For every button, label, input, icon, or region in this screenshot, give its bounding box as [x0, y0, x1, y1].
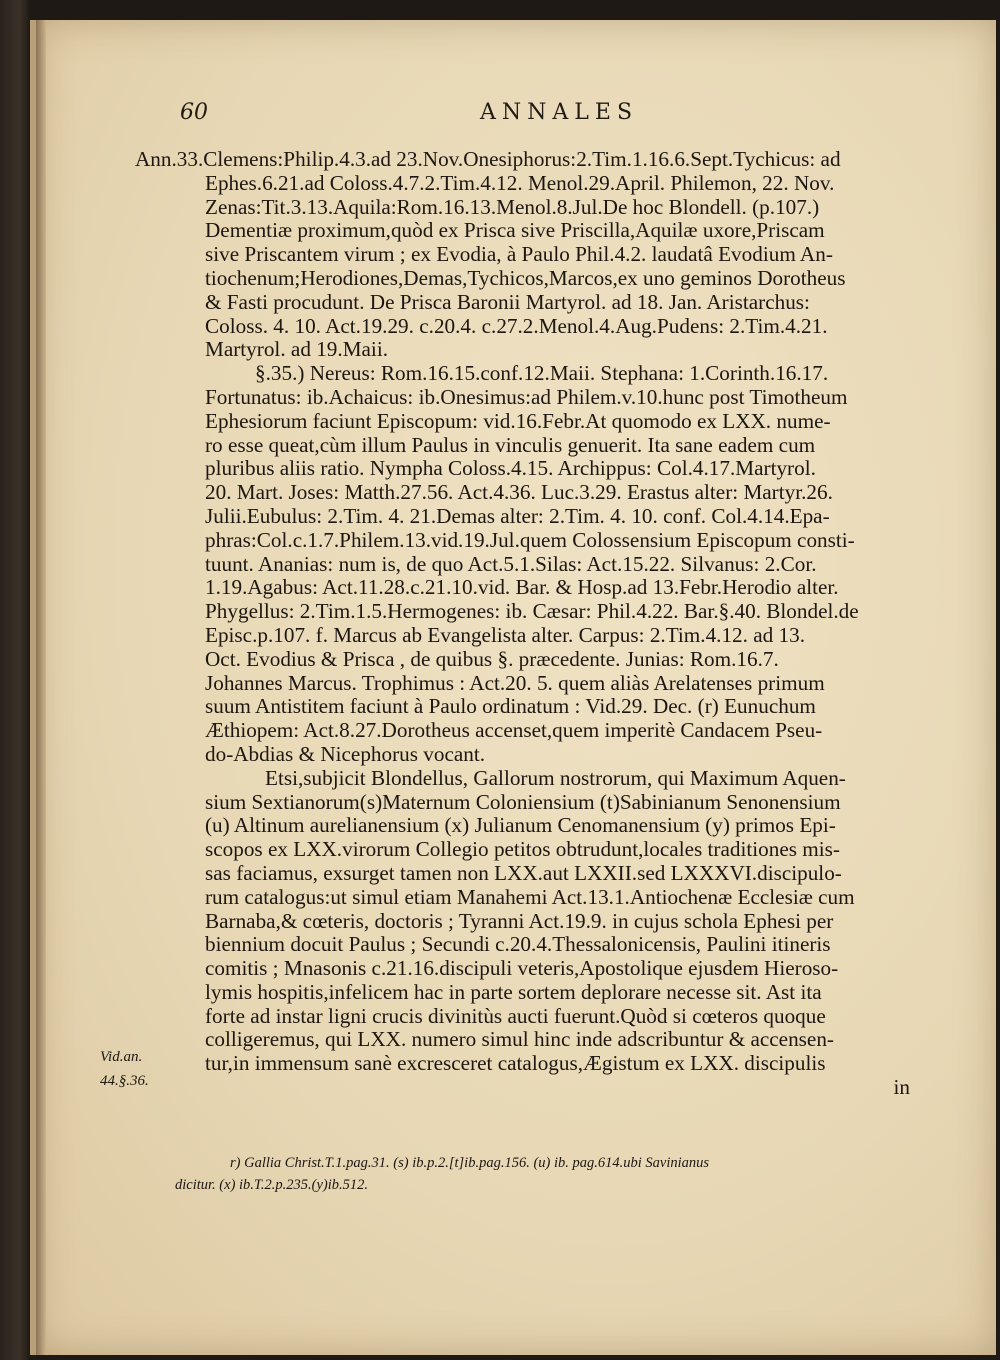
text-line: Zenas:Tit.3.13.Aquila:Rom.16.13.Menol.8.Jul.De hoc Blondell. (p.107.): [205, 194, 820, 219]
text-line: Dementiæ proximum,quòd ex Prisca sive Priscilla,Aquilæ uxore,Priscam: [205, 218, 825, 243]
text-line: Ephes.6.21.ad Coloss.4.7.2.Tim.4.12. Menol.29.April. Philemon, 22. Nov.: [205, 170, 835, 195]
text-line: Martyrol. ad 19.Maii.: [205, 337, 389, 362]
marginal-note: [100, 1045, 180, 1093]
text-line: sive Priscantem virum ; ex Evodia, à Paulo Phil.4.2. laudatâ Evodium An-: [205, 242, 833, 267]
text-line: comitis ; Mnasonis c.21.16.discipuli veteris,Apostolique ejusdem Hieroso-: [205, 956, 839, 981]
text-line: Johannes Marcus. Trophimus : Act.20. 5. quem aliàs Arelatenses primum: [205, 670, 825, 695]
text-line: Æthiopem: Act.8.27.Dorotheus accenset,quem imperitè Candacem Pseu-: [205, 718, 823, 743]
footnotes: [175, 1152, 935, 1196]
text-line: Ann.33.Clemens:Philip.4.3.ad 23.Nov.Onesiphorus:2.Tim.1.16.6.Sept.Tychicus: ad: [135, 147, 841, 171]
marginal-note-line: 44.§.36.: [100, 1073, 149, 1089]
text-line: tuunt. Ananias: num is, de quo Act.5.1.Silas: Act.15.22. Silvanus: 2.Cor.: [205, 551, 817, 576]
text-line: §.35.) Nereus: Rom.16.15.conf.12.Maii. Stephana: 1.Corinth.16.17.: [255, 361, 829, 386]
text-line: biennium docuit Paulus ; Secundi c.20.4.Thessalonicensis, Paulini itineris: [205, 932, 831, 957]
text-line: phras:Col.c.1.7.Philem.13.vid.19.Jul.quem Colossensium Episcopum consti-: [205, 527, 855, 552]
text-line: lymis hospitis,infelicem hac in parte sortem deplorare necesse sit. Ast ita: [205, 979, 822, 1004]
footnote-line: r) Gallia Christ.T.1.pag.31. (s) ib.p.2.[t]ib.pag.156. (u) ib. pag.614.ubi Savinianus: [230, 1155, 710, 1171]
catchword: in: [893, 1075, 910, 1100]
body-text: [135, 147, 935, 1100]
running-title: ANNALES: [480, 100, 639, 125]
text-line: Ephesiorum faciunt Episcopum: vid.16.Febr.At quomodo ex LXX. nume-: [205, 408, 831, 433]
text-line: Phygellus: 2.Tim.1.5.Hermogenes: ib. Cæsar: Phil.4.22. Bar.§.40. Blondel.de: [205, 599, 859, 624]
marginal-note-line: Vid.an.: [100, 1049, 143, 1065]
text-line: Barnaba,& cœteris, doctoris ; Tyranni Act.19.9. in cujus schola Ephesi per: [205, 908, 834, 933]
text-line: pluribus aliis ratio. Nympha Coloss.4.15. Archippus: Col.4.17.Martyrol.: [205, 456, 816, 481]
text-line: forte ad instar ligni crucis divinitùs aucti fuerunt.Quòd si cœteros quoque: [205, 1003, 826, 1028]
text-line: tiochenum;Herodiones,Demas,Tychicos,Marcos,ex uno geminos Dorotheus: [205, 265, 846, 290]
text-line: suum Antistitem faciunt à Paulo ordinatum : Vid.29. Dec. (r) Eunuchum: [205, 694, 816, 719]
text-line: scopos ex LXX.virorum Collegio petitos obtrudunt,locales traditiones mis-: [205, 837, 840, 862]
text-line: 20. Mart. Joses: Matth.27.56. Act.4.36. Luc.3.29. Erastus alter: Martyr.26.: [205, 480, 833, 505]
text-line: colligeremus, qui LXX. numero simul hinc inde adscribuntur & accensen-: [205, 1027, 834, 1052]
text-line: rum catalogus:ut simul etiam Manahemi Act.13.1.Antiochenæ Ecclesiæ cum: [205, 884, 855, 909]
text-line: do-Abdias & Nicephorus vocant.: [205, 741, 486, 766]
text-line: Oct. Evodius & Prisca , de quibus §. præcedente. Junias: Rom.16.7.: [205, 646, 779, 671]
running-head: [180, 100, 980, 140]
page-number: 60: [180, 100, 208, 125]
text-line: Julii.Eubulus: 2.Tim. 4. 21.Demas alter: 2.Tim. 4. 10. conf. Col.4.14.Epa-: [205, 503, 830, 528]
footnote-line: dicitur. (x) ib.T.2.p.235.(y)ib.512.: [175, 1177, 369, 1193]
text-line: & Fasti procudunt. De Prisca Baronii Martyrol. ad 18. Jan. Aristarchus:: [205, 289, 810, 314]
text-line: Episc.p.107. f. Marcus ab Evangelista alter. Carpus: 2.Tim.4.12. ad 13.: [205, 622, 806, 647]
text-line: sas faciamus, exsurget tamen non LXX.aut LXXII.sed LXXXVI.discipulo-: [205, 860, 842, 885]
text-line: sium Sextianorum(s)Maternum Coloniensium (t)Sabinianum Senonensium: [205, 789, 841, 814]
text-line: Fortunatus: ib.Achaicus: ib.Onesimus:ad Philem.v.10.hunc post Timotheum: [205, 384, 848, 409]
text-line: 1.19.Agabus: Act.11.28.c.21.10.vid. Bar. & Hosp.ad 13.Febr.Herodio alter.: [205, 575, 839, 600]
text-line: Etsi,subjicit Blondellus, Gallorum nostrorum, qui Maximum Aquen-: [265, 765, 846, 790]
text-line: Coloss. 4. 10. Act.19.29. c.20.4. c.27.2.Menol.4.Aug.Pudens: 2.Tim.4.21.: [205, 313, 828, 338]
text-line: ro esse queat,cùm illum Paulus in vinculis genuerit. Ita sane eadem cum: [205, 432, 816, 457]
page-gutter: [36, 20, 46, 1355]
text-line: tur,in immensum sanè excresceret catalogus,Ægistum ex LXX. discipulis: [205, 1051, 826, 1076]
text-line: (u) Altinum aurelianensium (x) Julianum Cenomanensium (y) primos Epi-: [205, 813, 836, 838]
